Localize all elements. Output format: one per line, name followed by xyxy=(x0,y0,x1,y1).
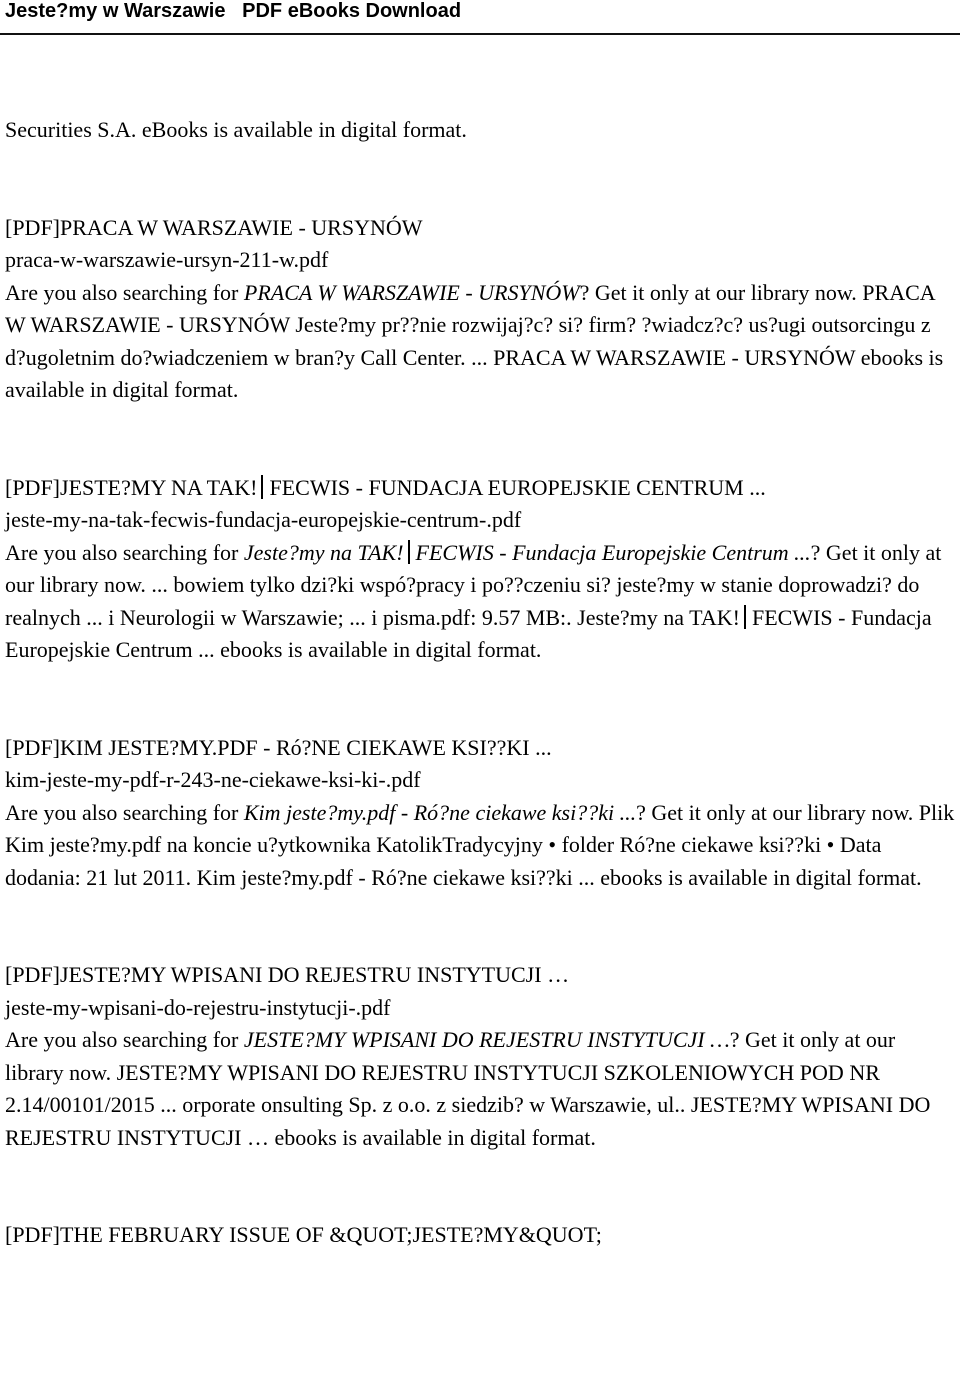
entry-title-link[interactable]: [PDF]JESTE?MY WPISANI DO REJESTRU INSTYTUCJI … xyxy=(5,962,570,987)
entry-filename: jeste-my-wpisani-do-rejestru-instytucji-.pdf xyxy=(5,994,391,1020)
ebook-entry xyxy=(5,1219,955,1252)
entry-description-italic-a: Jeste?my na TAK! xyxy=(243,539,404,565)
ebook-entry xyxy=(5,472,955,667)
document-body xyxy=(5,114,955,1252)
entry-title-part-b: FECWIS - FUNDACJA EUROPEJSKIE CENTRUM ... xyxy=(269,474,766,500)
entry-filename: praca-w-warszawie-ursyn-211-w.pdf xyxy=(5,247,329,272)
page-header-title: Jeste?my w Warszawie PDF eBooks Download xyxy=(5,0,462,22)
entry-description-italic: Kim jeste?my.pdf - Ró?ne ciekawe ksi??ki ... xyxy=(243,799,637,825)
header-divider xyxy=(0,33,960,35)
entry-description-prefix: Are you also searching for xyxy=(5,539,244,565)
entry-description-suffix: ? Get it only at our library now. PRACA W WARSZAWIE - URSYNÓW Jeste?my pr??nie rozwijaj?c? si? firm? ?wiadcz?c? us?ugi outsorcingu z d?ugoletnim do?wiadczeniem w bran?y Call Center. ... PRACA W WARSZAWIE - URSYNÓW ebooks is available in digital format. xyxy=(5,279,944,402)
page-header xyxy=(0,0,960,56)
entry-title-link[interactable] xyxy=(5,472,955,505)
entry-description xyxy=(5,277,955,407)
entry-description-italic: PRACA W WARSZAWIE - URSYNÓW xyxy=(243,279,580,305)
entry-filename: jeste-my-na-tak-fecwis-fundacja-europejskie-centrum-.pdf xyxy=(5,507,522,532)
entry-description xyxy=(5,797,955,895)
entry-description-prefix: Are you also searching for xyxy=(5,1027,244,1052)
entry-description-italic-b: FECWIS - Fundacja Europejskie Centrum ... xyxy=(415,539,811,565)
entry-description xyxy=(5,1024,955,1154)
ebook-entry xyxy=(5,959,955,1154)
entry-description-prefix: Are you also searching for xyxy=(5,279,244,305)
intro-text: Securities S.A. eBooks is available in digital format. xyxy=(5,117,467,142)
ebook-entry xyxy=(5,732,955,895)
entry-description-suffix: ? Get it only at our library now. JESTE?MY WPISANI DO REJESTRU INSTYTUCJI SZKOLENIOWYCH POD NR 2.14/00101/2015 ... orporate onsulting Sp. z o.o. z siedzib? w Warszawie, ul.. JESTE?MY WPISANI DO REJESTRU INSTYTUCJI … ebooks is available in digital format. xyxy=(5,1027,931,1150)
entry-description-italic: JESTE?MY WPISANI DO REJESTRU INSTYTUCJI … xyxy=(243,1027,730,1052)
entry-description-suffix: ? Get it only at our library now. Plik Kim jeste?my.pdf na koncie u?ytkownika KatolikTradycyjny • folder Ró?ne ciekawe ksi??ki • Data dodania: 21 lut 2011. Kim jeste?my.pdf - Ró?ne ciekawe ksi??ki ... ebooks is available in digital format. xyxy=(5,799,955,890)
entry-title-part-a: [PDF]JESTE?MY NA TAK! xyxy=(5,474,258,500)
entry-description-suffix-b: FECWIS - Fundacja Europejskie Centrum ... ebooks is available in digital format. xyxy=(5,604,932,662)
pipe-divider xyxy=(261,475,263,499)
entry-title-link[interactable]: [PDF]THE FEBRUARY ISSUE OF &QUOT;JESTE?MY&QUOT; xyxy=(5,1222,602,1247)
entry-description-suffix: ? Get it only at our library now. ... bowiem tylko dzi?ki wspó?pracy i po??czeniu si? jeste?my w stanie doprowadzi? do realnych ... i Neurologii w Warszawie; ... i pisma.pdf: 9.57 MB:. Jeste?my na TAK! xyxy=(5,539,942,630)
entry-description xyxy=(5,537,955,667)
entry-description-prefix: Are you also searching for xyxy=(5,799,244,825)
pipe-divider xyxy=(408,540,410,564)
pipe-divider xyxy=(744,605,746,629)
entry-title-link[interactable]: [PDF]PRACA W WARSZAWIE - URSYNÓW xyxy=(5,214,423,240)
entry-title-link[interactable]: [PDF]KIM JESTE?MY.PDF - Ró?NE CIEKAWE KSI??KI ... xyxy=(5,734,552,760)
entry-filename: kim-jeste-my-pdf-r-243-ne-ciekawe-ksi-ki-.pdf xyxy=(5,767,421,792)
ebook-entry xyxy=(5,212,955,407)
